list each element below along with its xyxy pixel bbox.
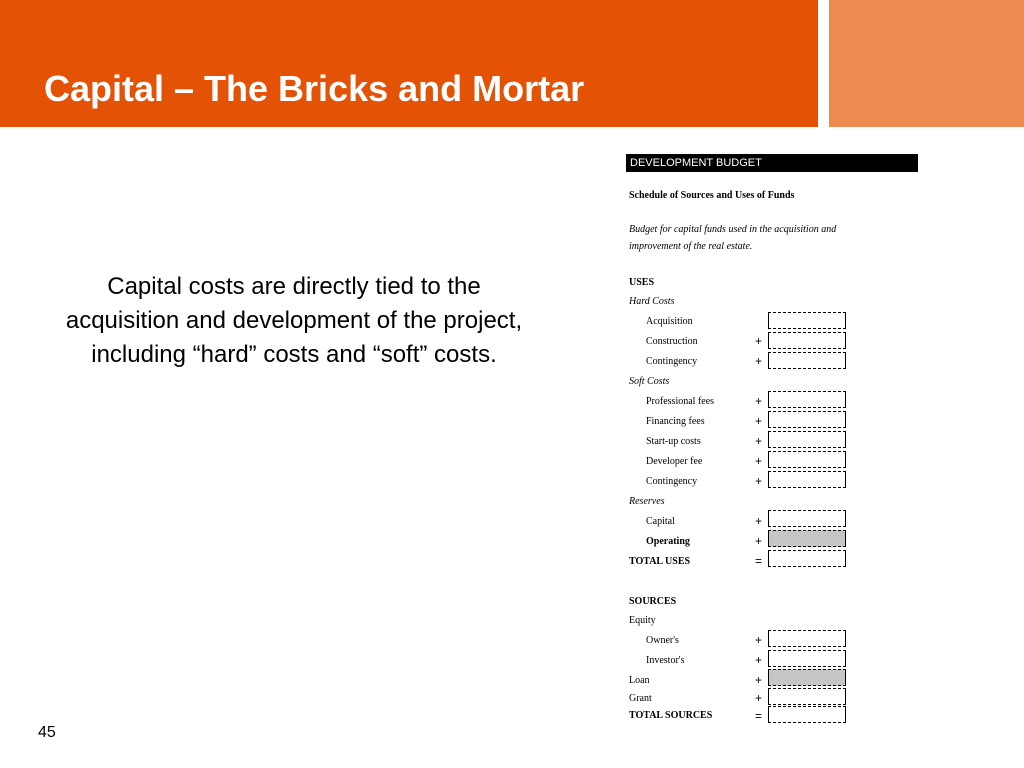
operating-field[interactable] bbox=[768, 530, 846, 547]
startup-costs-field[interactable] bbox=[768, 431, 846, 448]
professional-fees-label: Professional fees bbox=[646, 396, 715, 407]
plus-sign: + bbox=[755, 454, 763, 468]
description-line-2: improvement of the real estate. bbox=[629, 241, 753, 252]
contingency-hard-label: Contingency bbox=[646, 356, 698, 367]
soft-costs-label: Soft Costs bbox=[629, 376, 670, 387]
financing-fees-label: Financing fees bbox=[646, 416, 705, 427]
plus-sign: + bbox=[755, 673, 763, 687]
owners-label: Owner's bbox=[646, 635, 679, 646]
startup-costs-label: Start-up costs bbox=[646, 436, 701, 447]
total-uses-field[interactable] bbox=[768, 550, 846, 567]
construction-label: Construction bbox=[646, 336, 698, 347]
plus-sign: + bbox=[755, 434, 763, 448]
reserves-label: Reserves bbox=[629, 496, 665, 507]
plus-sign: + bbox=[755, 633, 763, 647]
total-sources-label: TOTAL SOURCES bbox=[629, 710, 713, 721]
plus-sign: + bbox=[755, 691, 763, 705]
contingency-hard-field[interactable] bbox=[768, 352, 846, 369]
investors-field[interactable] bbox=[768, 650, 846, 667]
plus-sign: + bbox=[755, 534, 763, 548]
acquisition-label: Acquisition bbox=[646, 316, 693, 327]
capital-label: Capital bbox=[646, 516, 675, 527]
grant-label: Grant bbox=[629, 693, 652, 704]
contingency-soft-field[interactable] bbox=[768, 471, 846, 488]
description-line-1: Budget for capital funds used in the acquisition and bbox=[629, 224, 837, 235]
financing-fees-field[interactable] bbox=[768, 411, 846, 428]
plus-sign: + bbox=[755, 354, 763, 368]
total-uses-label: TOTAL USES bbox=[629, 556, 691, 567]
schedule-title: Schedule of Sources and Uses of Funds bbox=[629, 190, 795, 201]
hard-costs-label: Hard Costs bbox=[629, 296, 675, 307]
plus-sign: + bbox=[755, 514, 763, 528]
investors-label: Investor's bbox=[646, 655, 685, 666]
loan-label: Loan bbox=[629, 675, 650, 686]
plus-sign: + bbox=[755, 474, 763, 488]
plus-sign: + bbox=[755, 653, 763, 667]
loan-field[interactable] bbox=[768, 669, 846, 686]
slide-title: Capital – The Bricks and Mortar bbox=[44, 68, 585, 109]
plus-sign: + bbox=[755, 394, 763, 408]
owners-field[interactable] bbox=[768, 630, 846, 647]
construction-field[interactable] bbox=[768, 332, 846, 349]
capital-field[interactable] bbox=[768, 510, 846, 527]
total-sources-field[interactable] bbox=[768, 706, 846, 723]
developer-fee-label: Developer fee bbox=[646, 456, 703, 467]
equals-sign: = bbox=[755, 709, 763, 723]
plus-sign: + bbox=[755, 334, 763, 348]
uses-heading: USES bbox=[629, 277, 655, 288]
equity-label: Equity bbox=[629, 615, 656, 626]
body-text: Capital costs are directly tied to the acquisition and development of the project, including “hard” costs and “soft” costs. bbox=[65, 273, 523, 368]
grant-field[interactable] bbox=[768, 688, 846, 705]
form-header: DEVELOPMENT BUDGET bbox=[626, 154, 918, 172]
professional-fees-field[interactable] bbox=[768, 391, 846, 408]
operating-label: Operating bbox=[646, 536, 690, 547]
sources-heading: SOURCES bbox=[629, 596, 677, 607]
page-number: 45 bbox=[38, 724, 56, 741]
developer-fee-field[interactable] bbox=[768, 451, 846, 468]
acquisition-field[interactable] bbox=[768, 312, 846, 329]
contingency-soft-label: Contingency bbox=[646, 476, 698, 487]
plus-sign: + bbox=[755, 414, 763, 428]
equals-sign: = bbox=[755, 554, 763, 568]
